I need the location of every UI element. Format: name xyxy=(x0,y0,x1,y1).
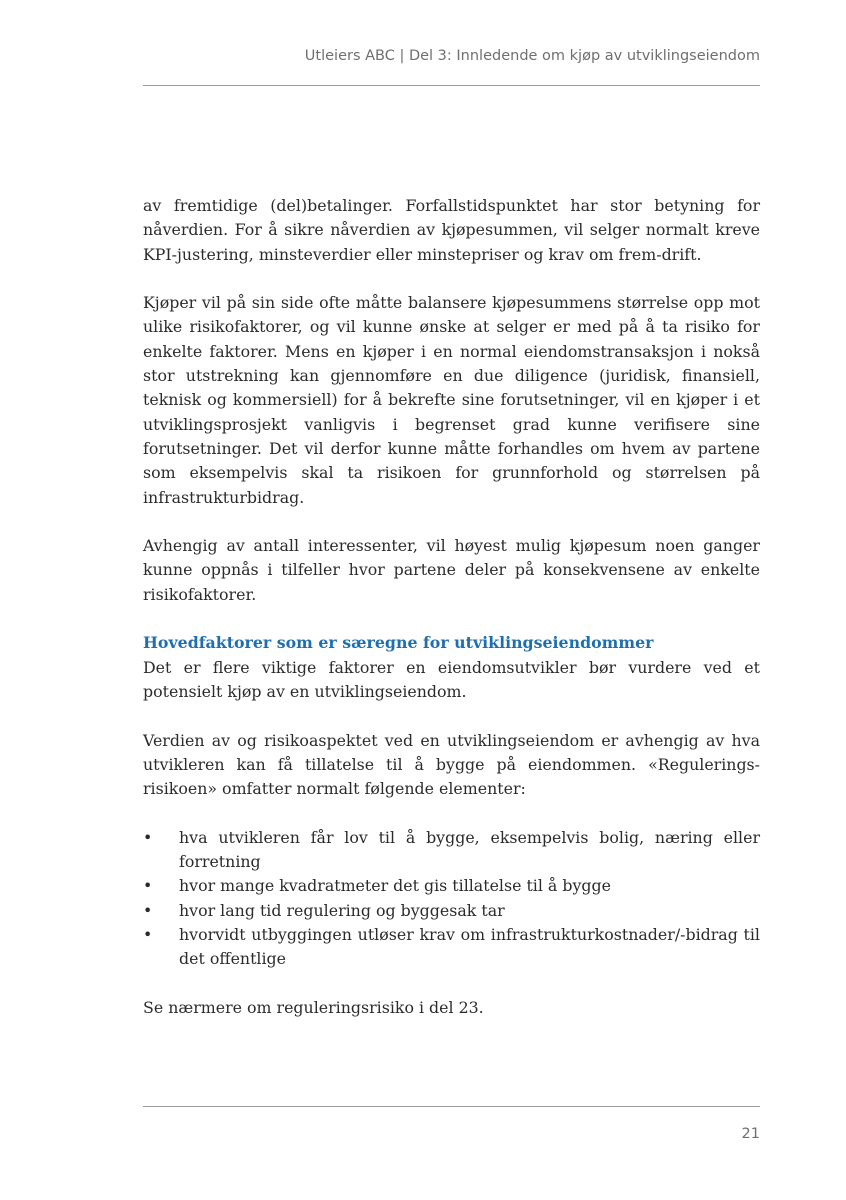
paragraph-1: av fremtidige (del)betalinger. Forfallstidspunktet har stor betyning for nåverdien. For å sikre nåverdien av kjøpesummen, vil selger normalt kreve KPI-justering, minsteverdier eller minstepriser og krav om frem-drift. xyxy=(143,196,760,264)
paragraph-6: Se nærmere om reguleringsrisiko i del 23. xyxy=(143,997,484,1017)
paragraph-2: Kjøper vil på sin side ofte måtte balansere kjøpesummens størrelse opp mot ulike risikofaktorer, og vil kunne ønske at selger er med på å ta risiko for enkelte faktorer. Mens en kjøper i en normal eiendomstransaksjon i nokså stor utstrekning kan gjennomføre en due diligence (juridisk, finansiell, teknisk og kommersiell) for å bekrefte sine forutsetninger, vil en kjøper i et utviklingsprosjekt vanligvis i begrenset grad kunne verifisere sine forutsetninger. Det vil derfor kunne måtte forhandles om hvem av partene som eksempelvis skal ta risikoen for grunnforhold og størrelsen på infrastrukturbidrag. xyxy=(143,293,760,507)
paragraph-5: Verdien av og risikoaspektet ved en utviklingseiendom er avhengig av hva utvikleren kan få tillatelse til å bygge på eiendommen. «Regulerings-risikoen» omfatter normalt følgende elementer: xyxy=(143,730,760,799)
bullet-icon: • xyxy=(143,827,153,847)
page-body xyxy=(143,194,760,1020)
footer-divider xyxy=(143,1106,760,1107)
bullet-icon: • xyxy=(143,900,153,920)
section-heading: Hovedfaktorer som er særegne for utviklingseiendommer xyxy=(143,633,654,653)
list-item-text: hvor mange kvadratmeter det gis tillatelse til å bygge xyxy=(179,876,611,896)
paragraph-3: Avhengig av antall interessenter, vil høyest mulig kjøpesum noen ganger kunne oppnås i tilfeller hvor partene deler på konsekvensene av enkelte risikofaktorer. xyxy=(143,536,760,604)
list-item xyxy=(143,923,760,972)
header-divider xyxy=(143,85,760,86)
list-item-text: hvor lang tid regulering og byggesak tar xyxy=(179,900,505,920)
page-number: 21 xyxy=(741,1126,760,1142)
running-header: Utleiers ABC | Del 3: Innledende om kjøp av utviklingseiendom xyxy=(304,48,760,64)
list-item-text: hva utvikleren får lov til å bygge, eksempelvis bolig, næring eller forretning xyxy=(179,827,760,872)
bullet-icon: • xyxy=(143,876,153,896)
bullet-list xyxy=(143,826,760,972)
list-item xyxy=(143,826,760,875)
list-item xyxy=(143,899,760,923)
list-item-text: hvorvidt utbyggingen utløser krav om infrastrukturkostnader/-bidrag til det offentlige xyxy=(179,924,760,969)
bullet-icon: • xyxy=(143,924,153,944)
paragraph-4: Det er flere viktige faktorer en eiendomsutvikler bør vurdere ved et potensielt kjøp av en utviklingseiendom. xyxy=(143,657,760,701)
list-item xyxy=(143,874,760,898)
